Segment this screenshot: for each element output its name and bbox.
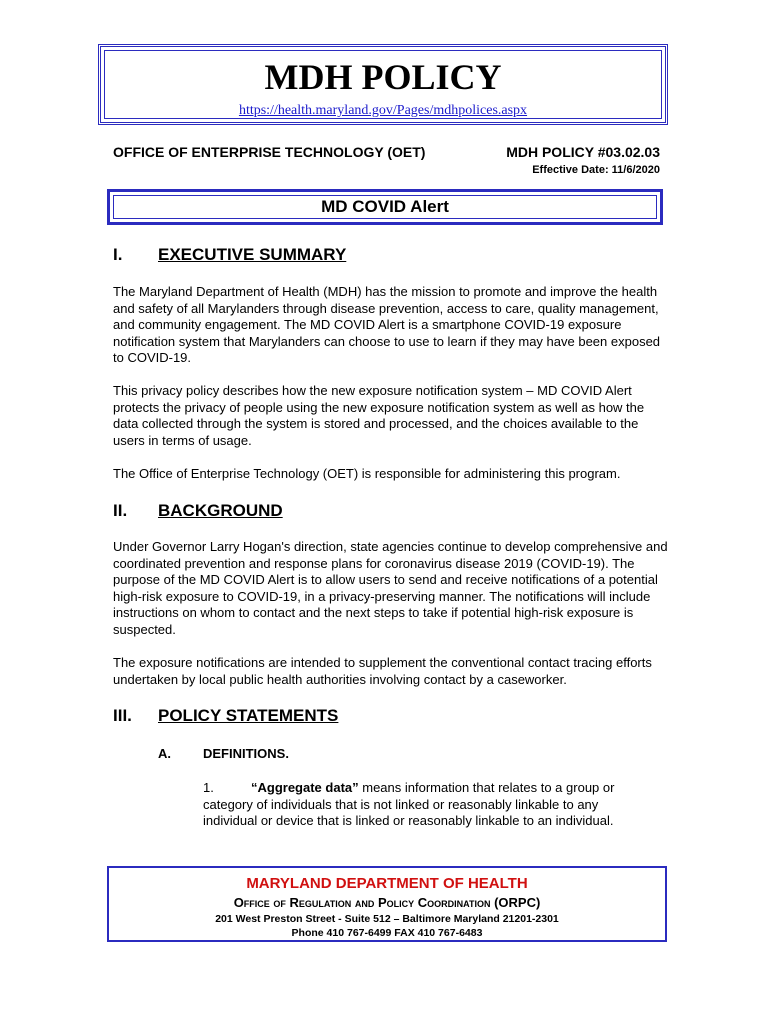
- footer-phone: Phone 410 767-6499 FAX 410 767-6483: [291, 927, 483, 939]
- section-2-paragraph-1: Under Governor Larry Hogan's direction, state agencies continue to develop comprehensive and coordinated prevention and response plans for coronavirus disease 2019 (COVID-19). The purpose of the MD COVID Alert is to allow users to send and receive notifications of a potential high-risk exposure to COVID-19, in a privacy-preserving manner. The notifications will include instructions on whom to contact and the next steps to take if potential high-risk exposure is suspected.: [113, 539, 668, 637]
- definition-text: means information that relates to a group or category of individuals that is not linked or reasonably linkable to any individual or device that is linked or reasonably linkable to an individual.: [203, 780, 615, 829]
- section-1-paragraph-1: The Maryland Department of Health (MDH) has the mission to promote and improve the health and safety of all Marylanders through disease prevention, access to care, quality management, and community engagement. The MD COVID Alert is a smartphone COVID-19 exposure notification system that Marylanders can choose to use to learn if they may have been exposed to COVID-19.: [113, 284, 661, 366]
- section-2-paragraph-2: The exposure notifications are intended to supplement the conventional contact tracing efforts undertaken by local public health authorities involving contact by a caseworker.: [113, 655, 652, 687]
- section-2-title: BACKGROUND: [158, 501, 283, 520]
- alert-title: MD COVID Alert: [321, 197, 449, 216]
- policy-header-box: [98, 44, 668, 125]
- section-1-title: EXECUTIVE SUMMARY: [158, 245, 347, 264]
- section-1-number: I.: [113, 245, 123, 264]
- effective-date: Effective Date: 11/6/2020: [532, 164, 660, 176]
- office-name: OFFICE OF ENTERPRISE TECHNOLOGY (OET): [113, 144, 426, 160]
- footer-address: 201 West Preston Street - Suite 512 – Baltimore Maryland 21201-2301: [215, 913, 559, 925]
- subsection-a-title: DEFINITIONS.: [203, 746, 289, 761]
- section-1-paragraph-3: The Office of Enterprise Technology (OET) is responsible for administering this program.: [113, 466, 621, 481]
- section-3-number: III.: [113, 706, 132, 725]
- definition-term: “Aggregate data”: [251, 780, 359, 795]
- definition-number: 1.: [203, 780, 214, 795]
- section-1-paragraph-2: This privacy policy describes how the new exposure notification system – MD COVID Alert protects the privacy of people using the new exposure notification system as well as how the data collected through the system is stored and processed, and the choices available to the users in terms of usage.: [113, 383, 645, 448]
- section-2-number: II.: [113, 501, 128, 520]
- definition-item: [203, 780, 648, 830]
- section-3-title: POLICY STATEMENTS: [158, 706, 339, 725]
- policy-title: MDH POLICY: [264, 57, 502, 97]
- footer-box: [107, 866, 667, 942]
- alert-title-box: [107, 189, 663, 225]
- footer-department: MARYLAND DEPARTMENT OF HEALTH: [246, 875, 528, 892]
- footer-office: Office of Regulation and Policy Coordination (ORPC): [233, 895, 541, 910]
- policy-number: MDH POLICY #03.02.03: [506, 144, 660, 160]
- policy-url-link[interactable]: https://health.maryland.gov/Pages/mdhpolices.aspx: [238, 103, 528, 118]
- subsection-a-letter: A.: [158, 746, 171, 761]
